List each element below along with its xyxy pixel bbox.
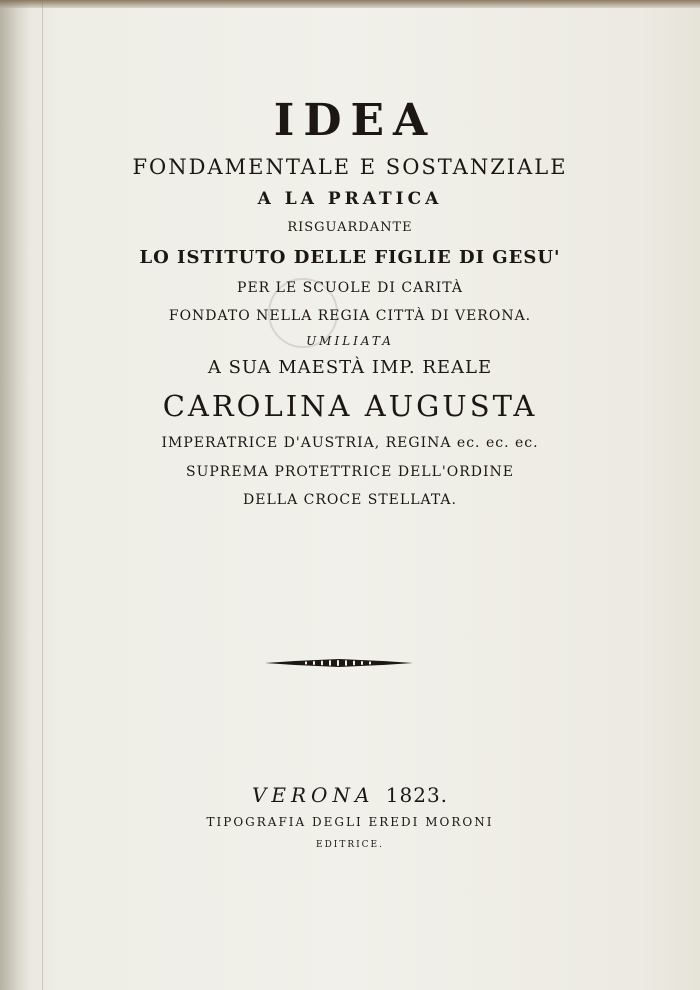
subtitle-line-7: UMILIATA (306, 334, 394, 348)
page-top-edge (0, 0, 700, 8)
imprint-place: VERONA (251, 783, 375, 807)
title-block (60, 92, 640, 514)
subtitle-line-4: LO ISTITUTO DELLE FIGLIE DI GESU' (139, 247, 561, 268)
imprint-year: 1823. (385, 783, 449, 807)
imprint-block (60, 780, 640, 856)
document-title: IDEA (273, 95, 437, 146)
subtitle-line-3: RISGUARDANTE (287, 220, 413, 235)
imprint-publisher-role: EDITRICE. (316, 840, 384, 850)
ornamental-rule (265, 656, 413, 670)
imprint-place-year (60, 780, 640, 810)
subtitle-line-10: IMPERATRICE D'AUSTRIA, REGINA ec. ec. ec. (161, 435, 539, 451)
bleed-through-text: ​ (655, 535, 660, 553)
subtitle-line-2: A LA PRATICA (257, 189, 443, 209)
binding-fold-line (42, 0, 43, 990)
imprint-printer: TIPOGRAFIA DEGLI EREDI MORONI (206, 815, 494, 829)
subtitle-line-12: DELLA CROCE STELLATA. (243, 492, 457, 508)
dedicatee-name: CAROLINA AUGUSTA (162, 389, 538, 423)
subtitle-line-8: A SUA MAESTÀ IMP. REALE (207, 357, 493, 378)
subtitle-line-5: PER LE SCUOLE DI CARITÀ (237, 280, 463, 296)
subtitle-line-6: FONDATO NELLA REGIA CITTÀ DI VERONA. (168, 308, 532, 324)
binding-shadow (0, 0, 30, 990)
subtitle-line-1: FONDAMENTALE E SOSTANZIALE (132, 155, 568, 179)
subtitle-line-11: SUPREMA PROTETTRICE DELL'ORDINE (186, 464, 514, 480)
